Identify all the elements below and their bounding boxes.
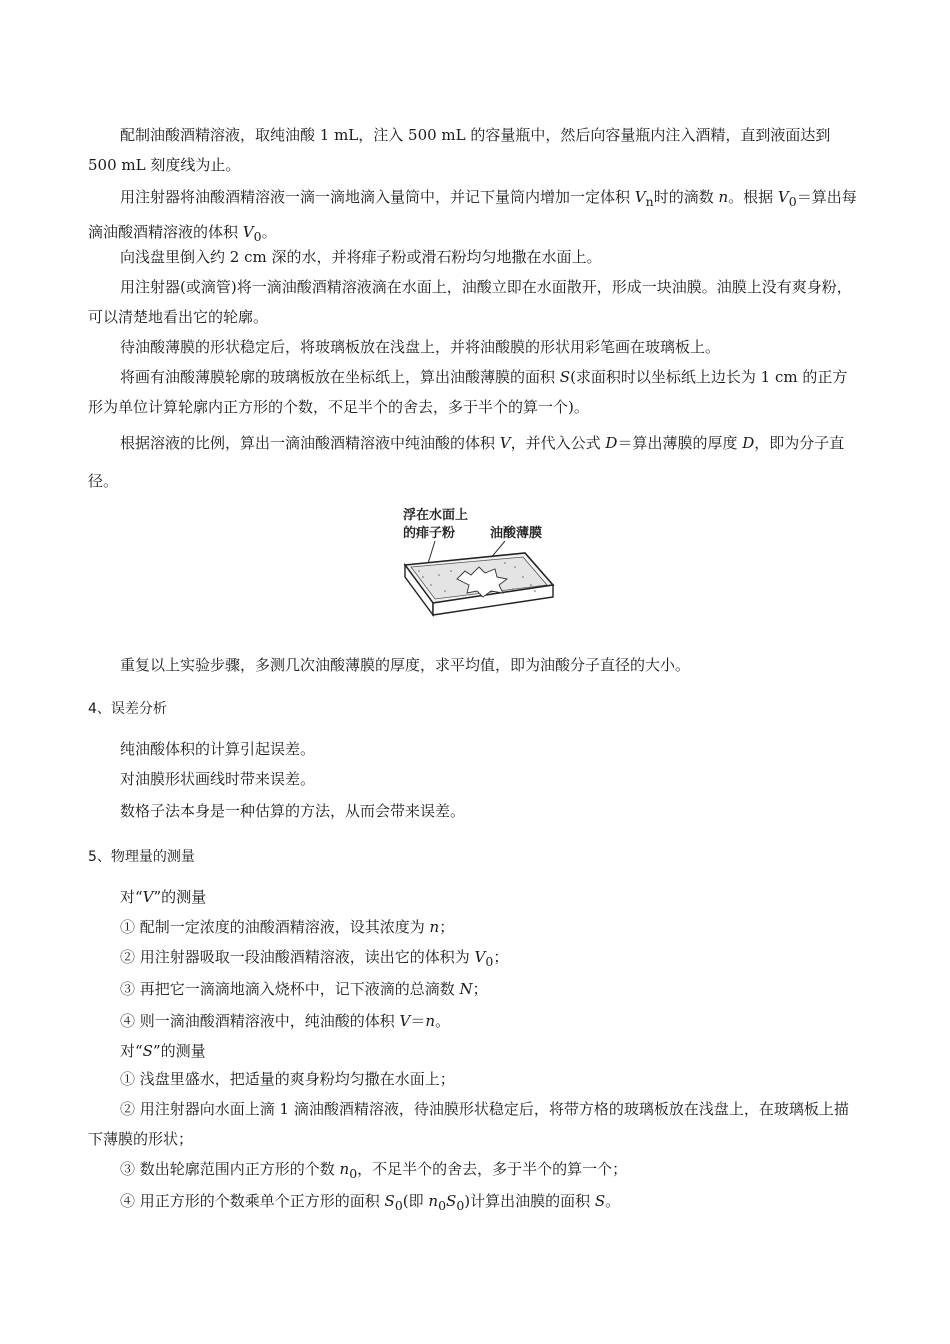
step-drop-solution: 用注射器(或滴管)将一滴油酸酒精溶液滴在水面上，油酸立即在水面散开，形成一块油膜。油膜上没有爽身粉，可以清楚地看出它的轮廓。	[88, 278, 852, 326]
error-item-3: 数格子法本身是一种估算的方法，从而会带来误差。	[120, 802, 466, 820]
volume-step-2: ② 用注射器吸取一段油酸酒精溶液，读出它的体积为 $V_0$；	[120, 948, 509, 969]
measurement-heading: 5、物理量的测量	[88, 849, 195, 865]
error-item-1: 纯油酸体积的计算引起误差。	[120, 740, 316, 758]
volume-step-4: ④ 则一滴油酸酒精溶液中，纯油酸的体积 V＝n。	[120, 1012, 451, 1030]
step-repeat: 重复以上实验步骤，多测几次油酸薄膜的厚度，求平均值，即为油酸分子直径的大小。	[120, 656, 691, 674]
area-step-1: ① 浅盘里盛水，把适量的爽身粉均匀撒在水面上；	[120, 1070, 455, 1088]
figure-label-powder-line2: 的痱子粉	[403, 526, 456, 541]
volume-step-1: ① 配制一定浓度的油酸酒精溶液，设其浓度为 n；	[120, 918, 455, 936]
error-item-2: 对油膜形状画线时带来误差。	[120, 770, 316, 788]
oil-film-tray-figure	[395, 505, 565, 625]
step-pour-water: 向浅盘里倒入约 2 cm 深的水，并将痱子粉或滑石粉均匀地撒在水面上。	[120, 248, 602, 266]
area-step-4: ④ 用正方形的个数乘单个正方形的面积 $S_0$(即 $n_0S_0$)计算出油膜的面积 S。	[120, 1192, 621, 1213]
step-measure-drops: 用注射器将油酸酒精溶液一滴一滴地滴入量筒中，并记下量筒内增加一定体积 $V_n$时的滴数 n。根据 $V_0=$算出每滴油酸酒精溶液的体积 $V_0$。	[88, 188, 857, 244]
step-compute-area: 将画有油酸薄膜轮廓的玻璃板放在坐标纸上，算出油酸薄膜的面积 S(求面积时以坐标纸上边长为 1 cm 的正方形为单位计算轮廓内正方形的个数，不足半个的舍去，多于半个的算一个)。	[88, 368, 848, 416]
figure-label-film: 油酸薄膜	[490, 526, 543, 541]
figure-label-powder-line1: 浮在水面上	[403, 508, 469, 523]
error-analysis-heading: 4、误差分析	[88, 701, 167, 717]
area-step-3: ③ 数出轮廓范围内正方形的个数 $n_0$，不足半个的舍去，多于半个的算一个；	[120, 1160, 628, 1181]
step-compute-diameter: 根据溶液的比例，算出一滴油酸酒精溶液中纯油酸的体积 V，并代入公式 D＝算出薄膜的厚度 D，即为分子直径。	[88, 434, 845, 490]
step-prepare-solution: 配制油酸酒精溶液，取纯油酸 1 mL，注入 500 mL 的容量瓶中，然后向容量瓶内注入酒精，直到液面达到 500 mL 刻度线为止。	[88, 126, 831, 174]
area-measure-title: 对“S”的测量	[120, 1042, 206, 1060]
step-draw-outline: 待油酸薄膜的形状稳定后，将玻璃板放在浅盘上，并将油酸膜的形状用彩笔画在玻璃板上。	[120, 338, 721, 356]
volume-step-3: ③ 再把它一滴滴地滴入烧杯中，记下液滴的总滴数 N；	[120, 980, 488, 998]
volume-measure-title: 对“V”的测量	[120, 888, 207, 906]
area-step-2: ② 用注射器向水面上滴 1 滴油酸酒精溶液，待油膜形状稳定后，将带方格的玻璃板放在浅盘上，在玻璃板上描下薄膜的形状；	[88, 1100, 849, 1148]
